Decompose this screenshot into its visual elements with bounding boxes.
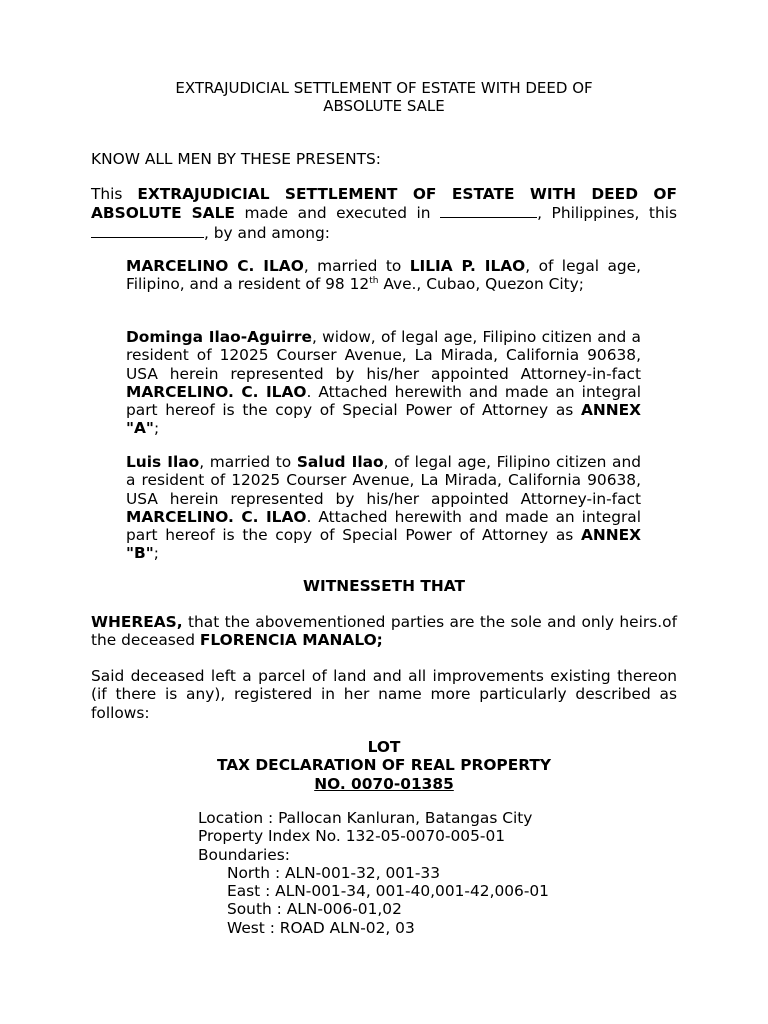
party-1-text-3: Ave., Cubao, Quezon City; bbox=[378, 275, 584, 294]
party-2-text-1: , widow, of legal age, Filipino citizen and a resident of 12025 Courser Avenue, La Mirada, California 90638, USA herein represented by his/her appointed Attorney-in-fact bbox=[126, 328, 641, 383]
party-1-text-2: , of legal age, Filipino, and a resident of 98 12 bbox=[126, 257, 641, 294]
intro-text-3: , Philippines, this bbox=[537, 204, 677, 223]
party-3-name: Luis Ilao bbox=[126, 453, 200, 471]
ordinal-superscript: th bbox=[369, 276, 379, 287]
whereas-text: that the abovementioned parties are the sole and only heirs.of the deceased bbox=[91, 613, 677, 650]
lot-heading-block bbox=[91, 738, 677, 793]
intro-paragraph bbox=[91, 185, 677, 242]
greeting: KNOW ALL MEN BY THESE PRESENTS: bbox=[91, 150, 381, 168]
party-2-paragraph bbox=[126, 328, 641, 438]
intro-text-4: , by and among: bbox=[204, 223, 330, 242]
party-3-text-2: , of legal age, Filipino citizen and a resident of 12025 Courser Avenue, La Mirada, California 90638, USA herein represented by his/her appointed Attorney-in-fact bbox=[126, 453, 641, 508]
boundaries-label: Boundaries: bbox=[198, 845, 290, 864]
party-3-paragraph bbox=[126, 453, 641, 563]
party-1-paragraph bbox=[126, 257, 641, 294]
party-1-name: MARCELINO C. ILAO bbox=[126, 257, 304, 275]
whereas-paragraph bbox=[91, 613, 677, 650]
boundary-north: North : ALN-001-32, 001-33 bbox=[227, 863, 440, 882]
party-1-text-1: , married to bbox=[303, 257, 410, 275]
lot-heading: LOT bbox=[367, 738, 401, 756]
party-2-attorney: MARCELINO. C. ILAO bbox=[126, 382, 307, 401]
deceased-name: FLORENCIA MANALO; bbox=[199, 631, 383, 650]
property-index: Property Index No. 132-05-0070-005-01 bbox=[198, 827, 506, 846]
whereas-label: WHEREAS, bbox=[91, 613, 183, 631]
intro-text-1: This bbox=[91, 185, 138, 203]
party-3-attorney: MARCELINO. C. ILAO bbox=[126, 507, 307, 526]
boundary-east: East : ALN-001-34, 001-40,001-42,006-01 bbox=[227, 882, 549, 901]
party-3-text-4: ; bbox=[153, 544, 159, 563]
intro-document-name: EXTRAJUDICIAL SETTLEMENT OF ESTATE WITH DEED OF ABSOLUTE SALE bbox=[91, 185, 677, 223]
party-3-text-1: , married to bbox=[199, 453, 297, 471]
tax-declaration-number: NO. 0070-01385 bbox=[314, 774, 454, 793]
said-deceased-paragraph: Said deceased left a parcel of land and all improvements existing thereon (if there is any), registered in her name more particularly described as follows: bbox=[91, 667, 677, 722]
place-blank-line bbox=[440, 203, 537, 218]
party-2-text-2: . Attached herewith and made an integral part hereof is the copy of Special Power of Attorney as bbox=[126, 382, 642, 420]
party-2-name: Dominga Ilao-Aguirre bbox=[126, 328, 312, 346]
party-1-spouse: LILIA P. ILAO bbox=[409, 257, 526, 275]
boundary-west: West : ROAD ALN-02, 03 bbox=[227, 918, 415, 937]
boundary-south: South : ALN-006-01,02 bbox=[227, 900, 402, 919]
annex-b-label: ANNEX "B" bbox=[126, 526, 641, 563]
annex-a-label: ANNEX "A" bbox=[126, 401, 641, 438]
property-details bbox=[198, 809, 668, 937]
witnesseth-heading bbox=[91, 577, 677, 595]
title-line-2: ABSOLUTE SALE bbox=[323, 97, 445, 116]
party-3-text-3: . Attached herewith and made an integral part hereof is the copy of Special Power of Attorney as bbox=[126, 507, 642, 545]
party-2-text-3: ; bbox=[153, 419, 160, 438]
title-line-1: EXTRAJUDICIAL SETTLEMENT OF ESTATE WITH DEED OF bbox=[175, 79, 593, 97]
witnesseth-text: WITNESSETH THAT bbox=[303, 577, 465, 595]
party-3-spouse: Salud Ilao bbox=[296, 453, 384, 471]
property-location: Location : Pallocan Kanluran, Batangas City bbox=[198, 809, 533, 827]
intro-text-2: made and executed in bbox=[234, 204, 441, 223]
tax-declaration-heading: TAX DECLARATION OF REAL PROPERTY bbox=[216, 756, 552, 775]
date-blank-line bbox=[91, 223, 204, 238]
document-title bbox=[91, 79, 677, 116]
